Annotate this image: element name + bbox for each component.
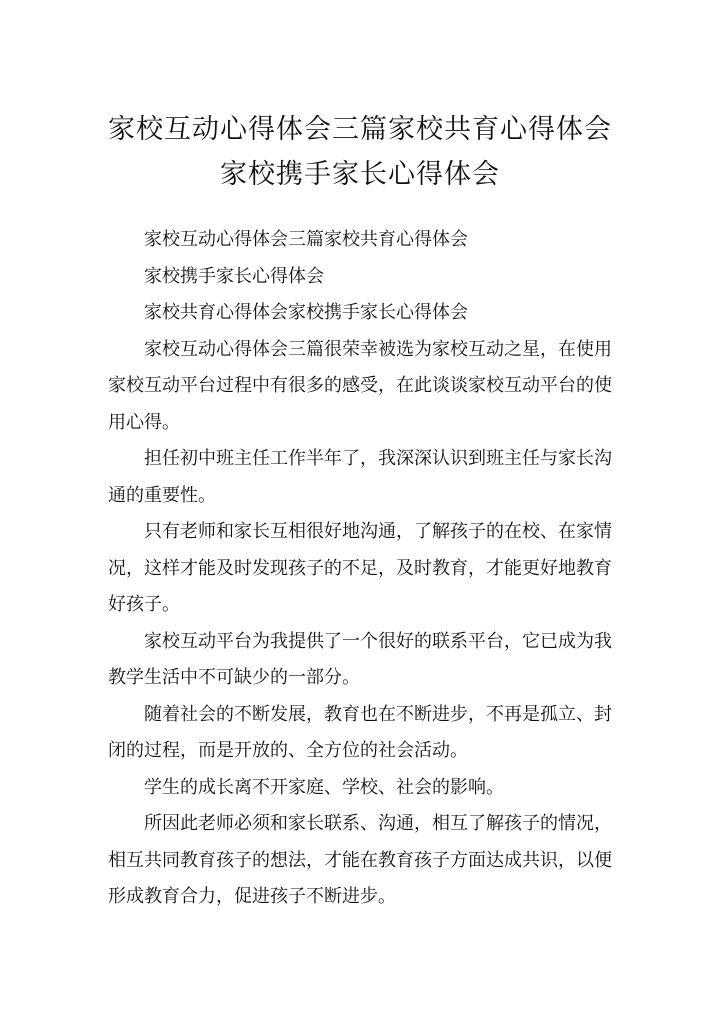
paragraph: 家校互动心得体会三篇家校共育心得体会: [144, 229, 468, 250]
document-title-line-2: 家校携手家长心得体会: [220, 159, 500, 190]
paragraph: 家校共育心得体会家校携手家长心得体会: [144, 302, 468, 323]
document-title-line-1: 家校互动心得体会三篇家校共育心得体会: [108, 114, 612, 145]
paragraph: 所因此老师必须和家长联系、沟通，相互了解孩子的情况，相互共同教育孩子的想法，才能在教育孩子方面达成共识，以便形成教育合力，促进孩子不断进步。: [108, 813, 612, 907]
document-body: [108, 222, 612, 916]
paragraph: 只有老师和家长互相很好地沟通，了解孩子的在校、在家情况，这样才能及时发现孩子的不足，及时教育，才能更好地教育好孩子。: [108, 521, 612, 615]
paragraph: 担任初中班主任工作半年了，我深深认识到班主任与家长沟通的重要性。: [108, 448, 612, 506]
paragraph: 家校互动心得体会三篇很荣幸被选为家校互动之星，在使用家校互动平台过程中有很多的感受，在此谈谈家校互动平台的使用心得。: [108, 338, 612, 433]
paragraph: 家校携手家长心得体会: [144, 265, 324, 287]
paragraph: 学生的成长离不开家庭、学校、社会的影响。: [144, 776, 504, 798]
paragraph: 家校互动平台为我提供了一个很好的联系平台，它已成为我教学生活中不可缺少的一部分。: [108, 630, 612, 688]
paragraph: 随着社会的不断发展，教育也在不断进步，不再是孤立、封闭的过程，而是开放的、全方位的社会活动。: [108, 703, 612, 761]
